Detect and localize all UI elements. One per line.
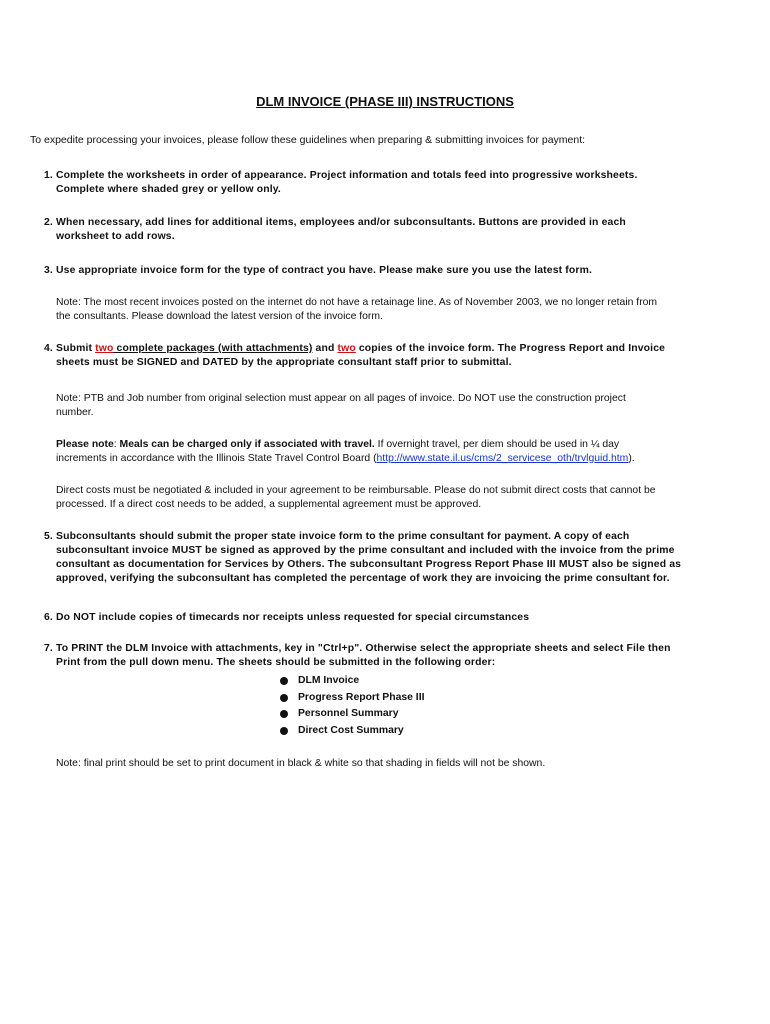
submission-order-list <box>280 673 424 739</box>
item-number: 2. <box>44 217 53 228</box>
note-line: Direct costs must be negotiated & included in your agreement to be reimbursable. Please do not submit direct costs that cannot be <box>56 485 656 496</box>
note-direct-costs <box>56 484 746 511</box>
item-number: 3. <box>44 265 53 276</box>
item-text-line <box>56 342 746 356</box>
item-number: 6. <box>44 612 53 623</box>
and-text: and <box>312 343 338 354</box>
intro-text: To expedite processing your invoices, please follow these guidelines when preparing & submitting invoices for payment: <box>30 134 586 146</box>
note-line: the consultants. Please download the latest version of the invoice form. <box>56 310 383 322</box>
note-line <box>56 438 746 452</box>
item-text-line: Complete where shaded grey or yellow only. <box>56 184 281 195</box>
list-item-label: Direct Cost Summary <box>298 724 404 736</box>
item-text-line: Use appropriate invoice form for the type of contract you have. Please make sure you use the latest form. <box>56 265 593 276</box>
per-diem-text: If overnight travel, per diem should be used in ¼ day <box>374 439 620 450</box>
item-text-line: worksheet to add rows. <box>56 231 175 242</box>
item-text-line: Complete the worksheets in order of appearance. Project information and totals feed into progressive worksheets. <box>56 170 638 181</box>
item-text-line: consultant as documentation for Services by Others. The subconsultant Progress Report Phase III MUST also be signed as <box>56 559 682 570</box>
list-item <box>280 706 424 723</box>
note-line: processed. If a direct cost needs to be added, a supplemental agreement must be approved. <box>56 498 482 510</box>
list-item-label: Personnel Summary <box>298 708 399 719</box>
closing-paren: ). <box>628 452 635 464</box>
item-number: 7. <box>44 643 53 654</box>
item-text-line: Subconsultants should submit the proper state invoice form to the prime consultant for payment. A copy of each <box>56 531 630 542</box>
two-emphasis: two <box>95 343 114 354</box>
copies-text: copies of the invoice form. The Progress Report and Invoice <box>355 343 666 354</box>
increments-text: increments in accordance with the Illinois State Travel Control Board ( <box>56 452 377 464</box>
item-text-line: Print from the pull down menu. The sheets should be submitted in the following order: <box>56 657 496 668</box>
note-final-print: Note: final print should be set to print document in black & white so that shading in fields will not be shown. <box>56 758 546 769</box>
note-retainage <box>56 296 746 323</box>
item-text-line: sheets must be SIGNED and DATED by the appropriate consultant staff prior to submittal. <box>56 357 512 368</box>
please-note-label: Please note <box>56 439 114 450</box>
bullet-icon <box>280 694 288 702</box>
packages-text: complete packages (with attachments) <box>113 343 313 354</box>
note-ptb-job <box>56 392 746 419</box>
note-line: number. <box>56 406 94 418</box>
item-text-line: approved, verifying the subconsultant has completed the percentage of work they are invoicing the prime consultant for. <box>56 573 670 584</box>
colon-text: : <box>113 439 120 450</box>
item-text-line: To PRINT the DLM Invoice with attachments, key in "Ctrl+p". Otherwise select the appropriate sheets and select File then <box>56 643 671 654</box>
item-text-line: When necessary, add lines for additional items, employees and/or subconsultants. Buttons are provided in each <box>56 217 626 228</box>
note-meals <box>56 438 746 465</box>
travel-guide-link[interactable]: http://www.state.il.us/cms/2_servicese_oth/trvlguid.htm <box>376 452 629 464</box>
bullet-icon <box>280 710 288 718</box>
list-item <box>280 673 424 690</box>
note-line: Note: The most recent invoices posted on the internet do not have a retainage line. As of November 2003, we no longer retain from <box>56 297 658 308</box>
note-line <box>56 452 746 466</box>
list-item <box>280 690 424 707</box>
item-text-line: subconsultant invoice MUST be signed as approved by the prime consultant and included with the invoice from the prime <box>56 545 675 556</box>
two-emphasis: two <box>337 343 356 354</box>
meals-bold-text: Meals can be charged only if associated with travel. <box>119 439 375 450</box>
page-title: DLM INVOICE (PHASE III) INSTRUCTIONS <box>256 94 514 109</box>
item-text-line: Do NOT include copies of timecards nor receipts unless requested for special circumstances <box>56 612 530 623</box>
item-number: 5. <box>44 531 53 542</box>
item-number: 1. <box>44 170 53 181</box>
submit-text: Submit <box>56 343 96 354</box>
list-item-label: DLM Invoice <box>298 675 360 686</box>
list-item <box>280 723 424 740</box>
bullet-icon <box>280 727 288 735</box>
note-line: Note: PTB and Job number from original selection must appear on all pages of invoice. Do NOT use the construction project <box>56 393 626 404</box>
list-item-label: Progress Report Phase III <box>298 691 425 703</box>
bullet-icon <box>280 677 288 685</box>
item-number: 4. <box>44 343 53 354</box>
